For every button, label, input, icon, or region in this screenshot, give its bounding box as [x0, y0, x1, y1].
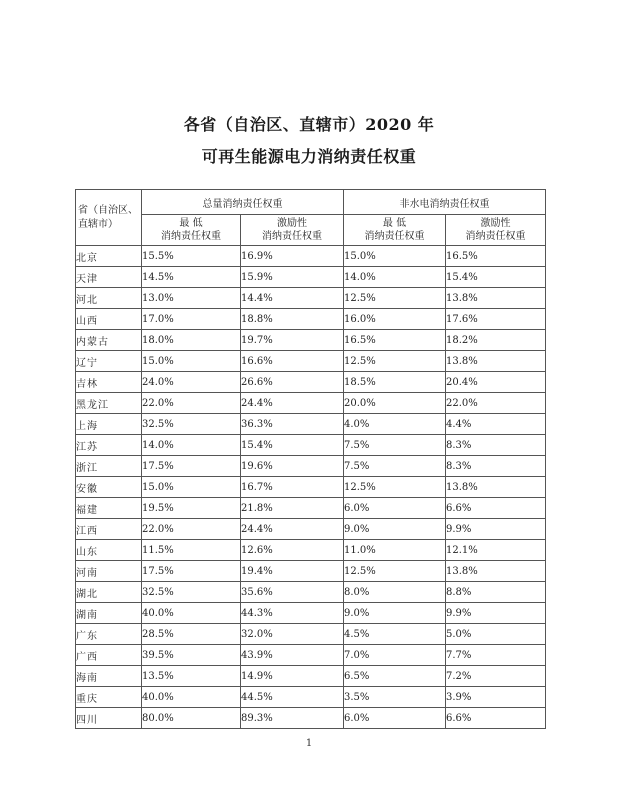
- nonhydro-min-cell: 15.0%: [344, 246, 446, 267]
- nonhydro-min-cell: 7.5%: [344, 435, 446, 456]
- subheader-line-1: 激励性: [480, 218, 511, 229]
- nonhydro-min-cell: 16.5%: [344, 330, 446, 351]
- province-cell: 海南: [76, 666, 142, 687]
- table-row: [76, 666, 546, 687]
- document-title-line-1: 各省（自治区、直辖市）2020 年: [183, 115, 435, 134]
- nonhydro-incentive-cell: 4.4%: [446, 414, 546, 435]
- nonhydro-incentive-cell: 9.9%: [446, 519, 546, 540]
- subheader-total-incentive: [241, 215, 344, 246]
- nonhydro-incentive-cell: 8.3%: [446, 435, 546, 456]
- document-title-line-2: 可再生能源电力消纳责任权重: [201, 147, 417, 166]
- total-min-cell: 32.5%: [142, 414, 241, 435]
- total-incentive-cell: 19.4%: [241, 561, 344, 582]
- nonhydro-min-cell: 7.5%: [344, 456, 446, 477]
- nonhydro-min-cell: 14.0%: [344, 267, 446, 288]
- subheader-line-1: 激励性: [277, 218, 307, 229]
- total-min-cell: 28.5%: [142, 624, 241, 645]
- table-row: [76, 309, 546, 330]
- province-cell: 上海: [76, 414, 142, 435]
- total-incentive-cell: 18.8%: [241, 309, 344, 330]
- total-incentive-cell: 16.9%: [241, 246, 344, 267]
- total-incentive-cell: 14.9%: [241, 666, 344, 687]
- nonhydro-incentive-cell: 16.5%: [446, 246, 546, 267]
- province-cell: 北京: [76, 246, 142, 267]
- total-incentive-cell: 36.3%: [241, 414, 344, 435]
- nonhydro-min-cell: 6.0%: [344, 708, 446, 729]
- total-min-cell: 13.5%: [142, 666, 241, 687]
- province-cell: 江西: [76, 519, 142, 540]
- province-cell: 安徽: [76, 477, 142, 498]
- nonhydro-min-cell: 12.5%: [344, 477, 446, 498]
- total-min-cell: 80.0%: [142, 708, 241, 729]
- nonhydro-min-cell: 3.5%: [344, 687, 446, 708]
- total-incentive-cell: 24.4%: [241, 393, 344, 414]
- table-row: [76, 498, 546, 519]
- province-cell: 河北: [76, 288, 142, 309]
- total-incentive-cell: 19.6%: [241, 456, 344, 477]
- nonhydro-min-cell: 12.5%: [344, 351, 446, 372]
- province-cell: 河南: [76, 561, 142, 582]
- nonhydro-incentive-cell: 17.6%: [446, 309, 546, 330]
- province-cell: 广东: [76, 624, 142, 645]
- nonhydro-min-cell: 20.0%: [344, 393, 446, 414]
- group-header-nonhydro: 非水电消纳责任权重: [344, 190, 546, 215]
- subheader-line-2: 消纳责任权重: [161, 231, 221, 242]
- table-row: [76, 603, 546, 624]
- nonhydro-min-cell: 18.5%: [344, 372, 446, 393]
- total-incentive-cell: 44.5%: [241, 687, 344, 708]
- subheader-nonhydro-min: [344, 215, 446, 246]
- province-cell: 重庆: [76, 687, 142, 708]
- table-header: [76, 190, 546, 246]
- total-incentive-cell: 32.0%: [241, 624, 344, 645]
- total-min-cell: 17.5%: [142, 561, 241, 582]
- nonhydro-min-cell: 12.5%: [344, 288, 446, 309]
- total-min-cell: 22.0%: [142, 393, 241, 414]
- province-column-header: [76, 190, 142, 246]
- table-body: [76, 246, 546, 729]
- total-incentive-cell: 19.7%: [241, 330, 344, 351]
- province-cell: 辽宁: [76, 351, 142, 372]
- total-incentive-cell: 15.4%: [241, 435, 344, 456]
- total-min-cell: 11.5%: [142, 540, 241, 561]
- header-row-groups: [76, 190, 546, 215]
- province-cell: 湖北: [76, 582, 142, 603]
- nonhydro-incentive-cell: 18.2%: [446, 330, 546, 351]
- province-cell: 内蒙古: [76, 330, 142, 351]
- nonhydro-min-cell: 6.0%: [344, 498, 446, 519]
- table-row: [76, 267, 546, 288]
- nonhydro-incentive-cell: 20.4%: [446, 372, 546, 393]
- table-row: [76, 372, 546, 393]
- header-row-subcolumns: [76, 215, 546, 246]
- total-incentive-cell: 16.7%: [241, 477, 344, 498]
- nonhydro-min-cell: 11.0%: [344, 540, 446, 561]
- nonhydro-min-cell: 7.0%: [344, 645, 446, 666]
- total-incentive-cell: 16.6%: [241, 351, 344, 372]
- total-min-cell: 14.5%: [142, 267, 241, 288]
- quota-table: [75, 189, 546, 729]
- total-min-cell: 24.0%: [142, 372, 241, 393]
- table-row: [76, 330, 546, 351]
- nonhydro-incentive-cell: 15.4%: [446, 267, 546, 288]
- province-cell: 湖南: [76, 603, 142, 624]
- table-row: [76, 519, 546, 540]
- subheader-line-1: 最 低: [179, 218, 203, 229]
- total-incentive-cell: 14.4%: [241, 288, 344, 309]
- subheader-line-2: 消纳责任权重: [465, 231, 526, 242]
- table-row: [76, 540, 546, 561]
- nonhydro-min-cell: 4.5%: [344, 624, 446, 645]
- nonhydro-min-cell: 8.0%: [344, 582, 446, 603]
- group-header-total: 总量消纳责任权重: [142, 190, 344, 215]
- total-incentive-cell: 44.3%: [241, 603, 344, 624]
- nonhydro-incentive-cell: 13.8%: [446, 561, 546, 582]
- nonhydro-incentive-cell: 8.8%: [446, 582, 546, 603]
- nonhydro-incentive-cell: 13.8%: [446, 351, 546, 372]
- province-header-line-1: 省（自治区、: [78, 204, 138, 216]
- table-row: [76, 456, 546, 477]
- province-cell: 吉林: [76, 372, 142, 393]
- province-cell: 广西: [76, 645, 142, 666]
- nonhydro-min-cell: 6.5%: [344, 666, 446, 687]
- province-header-line-2: 直辖市）: [78, 218, 118, 230]
- subheader-nonhydro-incentive: [446, 215, 546, 246]
- total-min-cell: 32.5%: [142, 582, 241, 603]
- nonhydro-incentive-cell: 7.2%: [446, 666, 546, 687]
- total-min-cell: 17.5%: [142, 456, 241, 477]
- total-incentive-cell: 15.9%: [241, 267, 344, 288]
- table-row: [76, 393, 546, 414]
- table-row: [76, 561, 546, 582]
- province-cell: 黑龙江: [76, 393, 142, 414]
- table-row: [76, 687, 546, 708]
- nonhydro-incentive-cell: 13.8%: [446, 477, 546, 498]
- total-incentive-cell: 21.8%: [241, 498, 344, 519]
- nonhydro-incentive-cell: 9.9%: [446, 603, 546, 624]
- nonhydro-min-cell: 12.5%: [344, 561, 446, 582]
- total-min-cell: 15.0%: [142, 351, 241, 372]
- nonhydro-incentive-cell: 8.3%: [446, 456, 546, 477]
- province-cell: 山东: [76, 540, 142, 561]
- total-min-cell: 40.0%: [142, 603, 241, 624]
- province-cell: 浙江: [76, 456, 142, 477]
- province-cell: 天津: [76, 267, 142, 288]
- nonhydro-incentive-cell: 22.0%: [446, 393, 546, 414]
- total-min-cell: 40.0%: [142, 687, 241, 708]
- total-min-cell: 17.0%: [142, 309, 241, 330]
- page-number: 1: [305, 738, 313, 749]
- nonhydro-min-cell: 16.0%: [344, 309, 446, 330]
- table-row: [76, 288, 546, 309]
- nonhydro-incentive-cell: 12.1%: [446, 540, 546, 561]
- total-incentive-cell: 24.4%: [241, 519, 344, 540]
- total-incentive-cell: 35.6%: [241, 582, 344, 603]
- table-row: [76, 246, 546, 267]
- subheader-total-min: [142, 215, 241, 246]
- total-min-cell: 22.0%: [142, 519, 241, 540]
- total-incentive-cell: 12.6%: [241, 540, 344, 561]
- total-min-cell: 39.5%: [142, 645, 241, 666]
- province-cell: 江苏: [76, 435, 142, 456]
- subheader-line-1: 最 低: [382, 218, 407, 229]
- table-row: [76, 435, 546, 456]
- nonhydro-min-cell: 4.0%: [344, 414, 446, 435]
- nonhydro-min-cell: 9.0%: [344, 519, 446, 540]
- table-row: [76, 414, 546, 435]
- province-cell: 四川: [76, 708, 142, 729]
- total-min-cell: 19.5%: [142, 498, 241, 519]
- table-row: [76, 582, 546, 603]
- table-row: [76, 477, 546, 498]
- province-cell: 福建: [76, 498, 142, 519]
- table-row: [76, 708, 546, 729]
- nonhydro-incentive-cell: 3.9%: [446, 687, 546, 708]
- total-min-cell: 15.5%: [142, 246, 241, 267]
- total-incentive-cell: 43.9%: [241, 645, 344, 666]
- nonhydro-incentive-cell: 6.6%: [446, 498, 546, 519]
- total-incentive-cell: 89.3%: [241, 708, 344, 729]
- province-cell: 山西: [76, 309, 142, 330]
- subheader-line-2: 消纳责任权重: [364, 231, 425, 242]
- nonhydro-incentive-cell: 7.7%: [446, 645, 546, 666]
- total-min-cell: 15.0%: [142, 477, 241, 498]
- table-row: [76, 624, 546, 645]
- table-row: [76, 645, 546, 666]
- total-min-cell: 18.0%: [142, 330, 241, 351]
- total-min-cell: 13.0%: [142, 288, 241, 309]
- total-min-cell: 14.0%: [142, 435, 241, 456]
- nonhydro-min-cell: 9.0%: [344, 603, 446, 624]
- nonhydro-incentive-cell: 13.8%: [446, 288, 546, 309]
- total-incentive-cell: 26.6%: [241, 372, 344, 393]
- nonhydro-incentive-cell: 5.0%: [446, 624, 546, 645]
- table-row: [76, 351, 546, 372]
- subheader-line-2: 消纳责任权重: [262, 231, 322, 242]
- nonhydro-incentive-cell: 6.6%: [446, 708, 546, 729]
